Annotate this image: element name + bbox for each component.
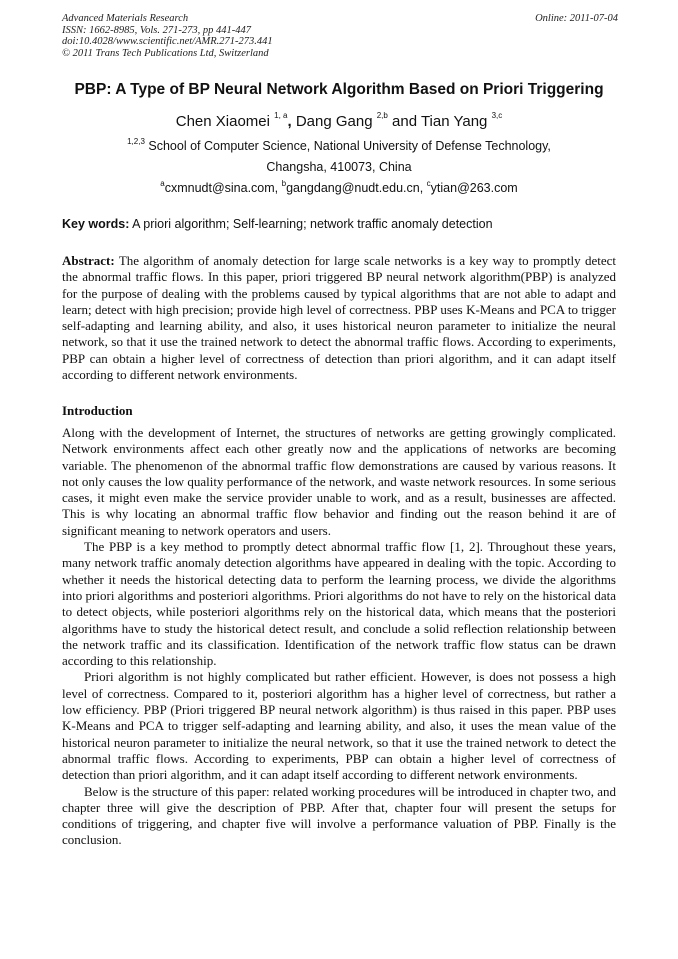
author-affiliation-mark: 2,b	[376, 111, 388, 120]
journal-name: Advanced Materials Research	[62, 13, 189, 24]
author-name: Tian Yang	[420, 113, 488, 130]
doi-line: doi:10.4028/www.scientific.net/AMR.271-273.441	[62, 36, 273, 47]
email-mark: c	[426, 179, 431, 188]
email: gangdang@nudt.edu.cn,	[286, 181, 427, 195]
keywords-text: A priori algorithm; Self-learning; network traffic anomaly detection	[129, 217, 493, 231]
paragraph: Priori algorithm is not highly complicated but rather efficient. However, is does not possess a high level of correctness. Compared to it, posteriori algorithm has a higher level of correctness, but rather a low efficiency. PBP (Priori triggered BP neural network algorithm) is thus raised in this paper. PBP uses K-Means and PCA to trigger self-adapting and learning ability, and also, it uses the mean value of the historical neuron parameter to initialize the neural network, so that it use the trained network to detect the abnormal traffic flows. According to experiments, PBP can obtain a higher level of correctness of detection than priori algorithm, and it can adapt itself according to different network environments.	[62, 669, 616, 783]
copyright-line: © 2011 Trans Tech Publications Ltd, Switzerland	[62, 47, 269, 59]
author-separator: ,	[287, 113, 296, 130]
keywords-label: Key words:	[62, 217, 130, 231]
author-affiliation-mark: 3,c	[491, 111, 503, 120]
keywords	[62, 217, 618, 231]
author-name: Dang Gang	[295, 113, 373, 130]
affiliation-mark: 1,2,3	[127, 137, 145, 146]
paragraph: Below is the structure of this paper: related working procedures will be introduced in chapter two, and chapter three will give the description of PBP. After that, chapter four will present the setups for conditions of triggering, and chapter five will involve a performance valuation of PBP. Finally is the conclusion.	[62, 783, 616, 848]
abstract-label: Abstract:	[62, 253, 115, 268]
email: cxmnudt@sina.com,	[164, 181, 282, 195]
paragraph: Along with the development of Internet, the structures of networks are getting growingly complicated. Network environments affect each other greatly now and the applications of networks are becoming variable. The phenomenon of the abnormal traffic flow demonstrations are caused by various reasons. It not only causes the low quality performance of the network, and waste network resources. In some serious cases, it might even make the service provider unable to work, and as a result, businesses are affected. This is why locating an abnormal traffic flow behavior and finding out the reason behind it are of significant meaning to network operators and users.	[62, 425, 616, 538]
affiliation-text: School of Computer Science, National University of Defense Technology,	[148, 139, 551, 153]
introduction-body	[62, 425, 616, 849]
affiliation-line-2: Changsha, 410073, China	[266, 160, 412, 174]
section-heading-introduction: Introduction	[62, 403, 133, 418]
abstract	[62, 253, 616, 383]
paper-title: PBP: A Type of BP Neural Network Algorithm Based on Priori Triggering	[74, 81, 604, 98]
email: ytian@263.com	[430, 181, 518, 195]
paragraph: The PBP is a key method to promptly detect abnormal traffic flow [1, 2]. Throughout these years, many network traffic anomaly detection algorithms have appeared in dealing with the topic. According to whether it needs the historical detecting data to perform the learning process, we divide the algorithms into priori algorithms and posteriori algorithms. Priori algorithms do not have to rely on the historical data to detect objects, while posteriori algorithms rely on the historical data, which means that the posteriori algorithms have to study the historical detect result, and conclude a solid reflection relationship between the network traffic and its classification. Identification of the network traffic flow status can be drawn according to this relationship.	[62, 539, 616, 669]
author-emails	[30, 181, 648, 195]
author-list	[30, 113, 648, 130]
author-separator: and	[387, 113, 421, 130]
email-mark: b	[281, 179, 287, 188]
issn-line: ISSN: 1662-8985, Vols. 271-273, pp 441-447	[62, 24, 251, 36]
author-name: Chen Xiaomei	[175, 113, 270, 130]
author-affiliation-mark: 1, a	[274, 111, 288, 120]
email-mark: a	[160, 179, 165, 188]
online-date: Online: 2011-07-04	[535, 13, 618, 24]
abstract-text: The algorithm of anomaly detection for large scale networks is a key way to promptly detect the abnormal traffic flows. In this paper, priori triggered BP neural network algorithm(PBP) is analyzed for the purpose of dealing with the problems caused by typical algorithms that are not able to adapt and learn; detect with high precision; provide high level of correctness. PBP uses K-Means and PCA to trigger self-adapting and learning ability, and also, it uses historical neuron parameter to initialize the neural network, so that it use the trained network to detect the abnormal traffic flows. According to experiments, PBP can obtain a higher level of correctness of detection than priori algorithm, and it can adapt itself according to different network environments.	[62, 253, 616, 383]
affiliation-line-1	[30, 139, 648, 153]
journal-header	[62, 13, 618, 59]
